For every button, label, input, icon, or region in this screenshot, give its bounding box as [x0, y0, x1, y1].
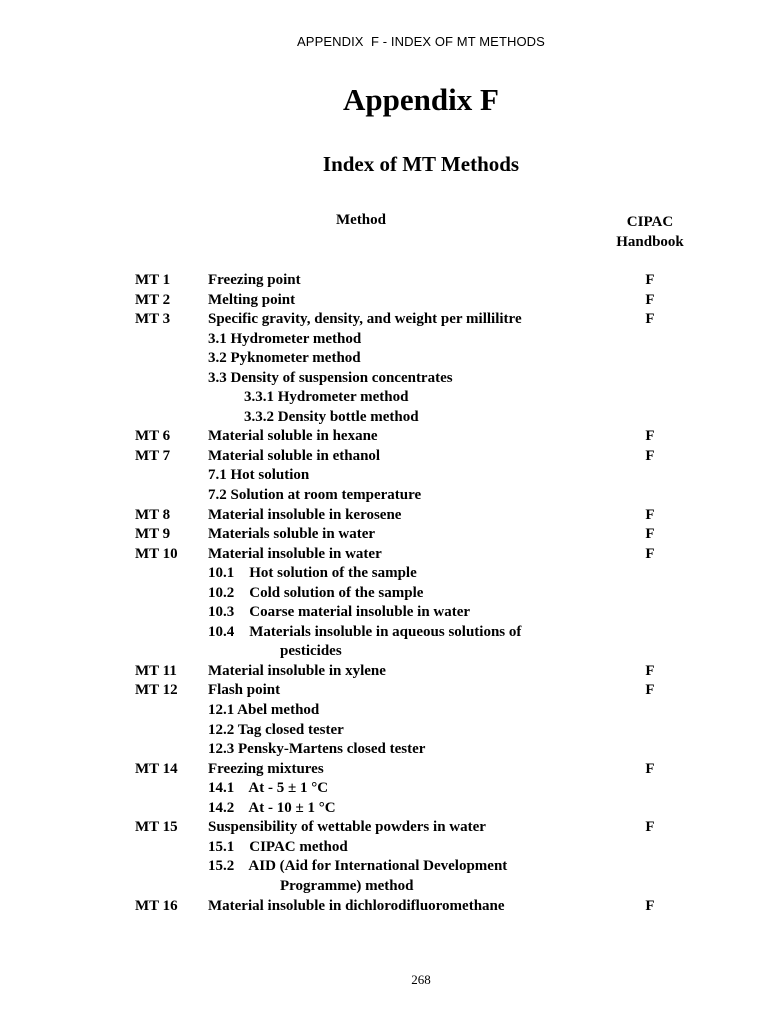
table-row — [0, 408, 768, 428]
table-row — [0, 349, 768, 369]
table-row — [0, 701, 768, 721]
page-number: 268 — [411, 972, 431, 987]
method-description: Material insoluble in xylene — [208, 662, 386, 679]
column-header-cipac-handbook — [590, 212, 710, 252]
table-row — [0, 369, 768, 389]
method-description: Freezing mixtures — [208, 760, 324, 777]
table-row — [0, 564, 768, 584]
method-description: Material soluble in ethanol — [208, 447, 381, 464]
method-description: Suspensibility of wettable powders in water — [208, 819, 486, 836]
method-description: Materials soluble in water — [208, 526, 376, 543]
cipac-handbook-ref: F — [645, 428, 655, 445]
method-code: MT 3 — [135, 311, 171, 328]
method-code: MT 14 — [135, 760, 178, 777]
method-code: MT 9 — [135, 526, 171, 543]
table-row — [0, 603, 768, 623]
method-description: 10.4 Materials insoluble in aqueous solutions of — [208, 623, 522, 640]
method-description: 3.2 Pyknometer method — [208, 350, 361, 367]
method-description: Material insoluble in kerosene — [208, 506, 402, 523]
page-subtitle: Index of MT Methods — [322, 152, 520, 176]
cipac-handbook-ref: F — [645, 545, 655, 562]
method-description: 3.3 Density of suspension concentrates — [208, 369, 453, 386]
method-description: 10.1 Hot solution of the sample — [208, 565, 417, 582]
method-code: MT 8 — [135, 506, 171, 523]
method-code: MT 12 — [135, 682, 178, 699]
method-description: pesticides — [280, 643, 342, 660]
method-description: 14.2 At - 10 ± 1 °C — [208, 799, 336, 816]
method-description: 3.3.1 Hydrometer method — [244, 389, 409, 406]
table-row — [0, 799, 768, 819]
method-description: 12.1 Abel method — [208, 702, 320, 719]
cipac-handbook-ref: F — [645, 760, 655, 777]
cipac-handbook-ref: F — [645, 682, 655, 699]
method-description: Material insoluble in dichlorodifluoromethane — [208, 897, 505, 914]
table-row — [0, 486, 768, 506]
table-row — [0, 291, 768, 311]
table-row — [0, 760, 768, 780]
cipac-handbook-ref: F — [645, 526, 655, 543]
cipac-handbook-ref: F — [645, 311, 655, 328]
table-row — [0, 506, 768, 526]
method-description: 12.2 Tag closed tester — [208, 721, 344, 738]
table-row — [0, 623, 768, 643]
method-code: MT 15 — [135, 819, 178, 836]
table-row — [0, 857, 768, 877]
table-row — [0, 330, 768, 350]
method-code: MT 6 — [135, 428, 171, 445]
method-description: 10.2 Cold solution of the sample — [208, 584, 424, 601]
method-code: MT 16 — [135, 897, 178, 914]
table-row — [0, 525, 768, 545]
method-code: MT 11 — [135, 662, 177, 679]
method-description: Material insoluble in water — [208, 545, 382, 562]
cipac-handbook-ref: F — [645, 819, 655, 836]
method-description: Programme) method — [280, 877, 414, 894]
method-code: MT 10 — [135, 545, 178, 562]
cipac-handbook-ref: F — [645, 272, 655, 288]
table-row — [0, 721, 768, 741]
table-row — [0, 545, 768, 565]
method-description: 7.1 Hot solution — [208, 467, 310, 484]
method-description: Specific gravity, density, and weight per millilitre — [208, 311, 522, 328]
page-title: Appendix F — [343, 82, 499, 117]
cipac-handbook-ref: F — [645, 291, 655, 308]
table-row — [0, 838, 768, 858]
method-description: 15.2 AID (Aid for International Development — [208, 858, 508, 875]
cipac-handbook-ref: F — [645, 447, 655, 464]
table-row — [0, 662, 768, 682]
table-row — [0, 740, 768, 760]
method-description: 12.3 Pensky-Martens closed tester — [208, 741, 426, 758]
table-row — [0, 271, 768, 291]
table-row — [0, 779, 768, 799]
method-description: Flash point — [208, 682, 281, 699]
table-row — [0, 642, 768, 662]
methods-table — [0, 271, 768, 916]
table-row — [0, 897, 768, 917]
table-row — [0, 584, 768, 604]
method-description: 15.1 CIPAC method — [208, 838, 348, 855]
table-row — [0, 388, 768, 408]
column-header-cipac-line1: CIPAC — [626, 214, 674, 230]
table-row — [0, 466, 768, 486]
table-row — [0, 818, 768, 838]
column-header-method: Method — [336, 212, 386, 228]
table-row — [0, 427, 768, 447]
method-description: 10.3 Coarse material insoluble in water — [208, 604, 471, 621]
table-row — [0, 310, 768, 330]
method-description: 7.2 Solution at room temperature — [208, 487, 422, 504]
column-header-cipac-line2: Handbook — [616, 234, 684, 250]
method-description: Material soluble in hexane — [208, 428, 378, 445]
cipac-handbook-ref: F — [645, 506, 655, 523]
table-row — [0, 681, 768, 701]
method-description: Freezing point — [208, 272, 301, 288]
cipac-handbook-ref: F — [645, 897, 655, 914]
running-header: APPENDIX F - INDEX OF MT METHODS — [297, 34, 545, 49]
cipac-handbook-ref: F — [645, 662, 655, 679]
method-code: MT 7 — [135, 447, 171, 464]
method-code: MT 2 — [135, 291, 171, 308]
table-row — [0, 447, 768, 467]
method-description: 3.1 Hydrometer method — [208, 330, 362, 347]
method-description: 14.1 At - 5 ± 1 °C — [208, 780, 329, 797]
method-description: Melting point — [208, 291, 296, 308]
method-code: MT 1 — [135, 272, 171, 288]
method-description: 3.3.2 Density bottle method — [244, 408, 419, 425]
table-row — [0, 877, 768, 897]
